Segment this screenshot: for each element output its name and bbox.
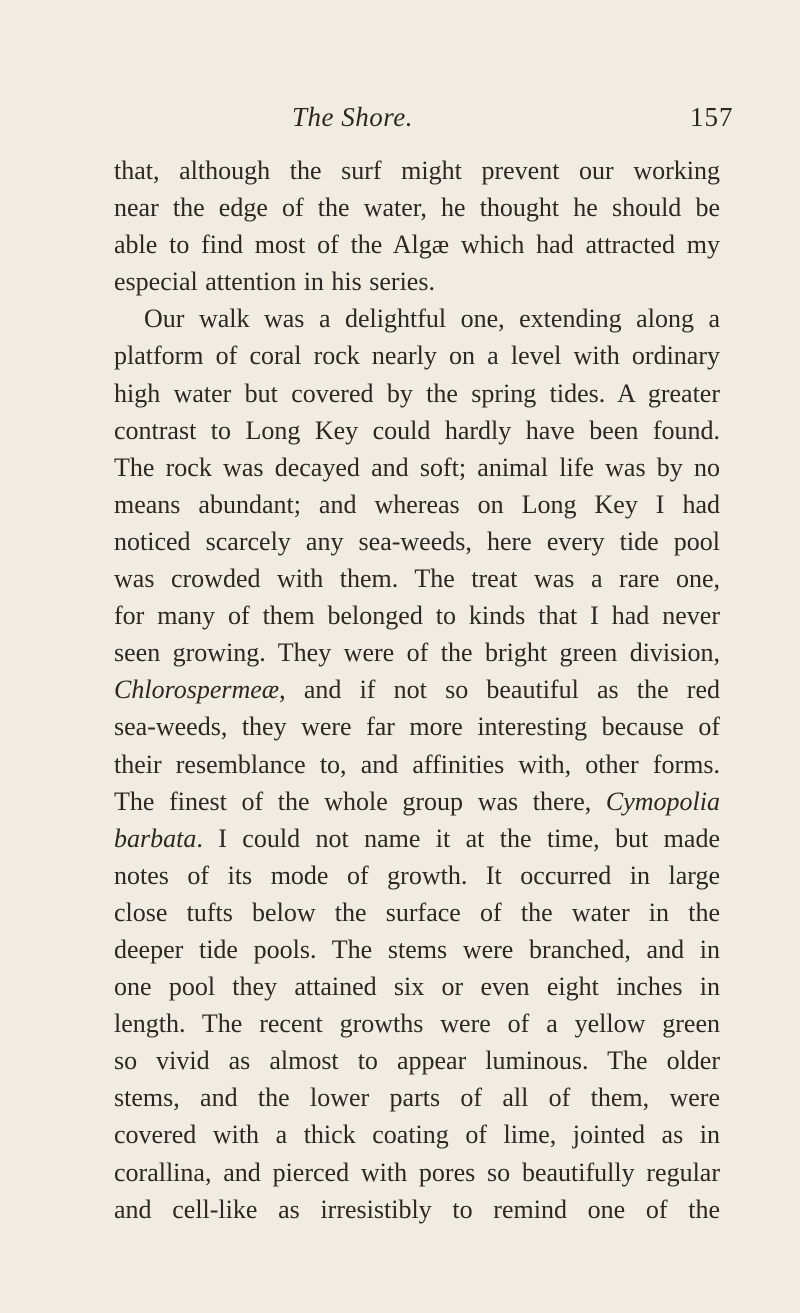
- text-line: one pool they attained six or even eight inches in: [114, 972, 720, 1002]
- text-line: covered with a thick coating of lime, jointed as in: [114, 1120, 720, 1150]
- text-line: stems, and the lower parts of all of them, were: [114, 1083, 720, 1113]
- text-line: near the edge of the water, he thought he should be: [114, 193, 720, 223]
- text-line: means abundant; and whereas on Long Key I had: [114, 489, 720, 519]
- text-line: and cell-like as irresistibly to remind one of the: [114, 1194, 720, 1224]
- text-line: able to find most of the Algæ which had attracted my: [114, 230, 720, 260]
- text-line: for many of them belonged to kinds that I had never: [114, 601, 720, 631]
- running-head: [0, 102, 800, 142]
- text-line: deeper tide pools. The stems were branched, and in: [114, 934, 720, 964]
- text-line: Chlorospermeæ, and if not so beautiful as the red: [114, 675, 720, 705]
- body-text: [114, 152, 720, 1228]
- page-number: 157: [690, 102, 734, 132]
- text-line: so vivid as almost to appear luminous. The older: [114, 1046, 720, 1076]
- text-line: barbata. I could not name it at the time, but made: [114, 823, 720, 853]
- text-line: sea-weeds, they were far more interesting because of: [114, 712, 720, 742]
- text-line: especial attention in his series.: [114, 267, 435, 297]
- text-line: was crowded with them. The treat was a rare one,: [114, 564, 720, 594]
- text-line: high water but covered by the spring tides. A greater: [114, 378, 720, 408]
- text-line: seen growing. They were of the bright green division,: [114, 638, 720, 668]
- text-line: corallina, and pierced with pores so beautifully regular: [114, 1157, 720, 1187]
- text-line: contrast to Long Key could hardly have been found.: [114, 415, 720, 445]
- text-line: noticed scarcely any sea-weeds, here every tide pool: [114, 526, 720, 556]
- text-line: The finest of the whole group was there, Cymopolia: [114, 786, 720, 816]
- text-line: close tufts below the surface of the water in the: [114, 897, 720, 927]
- text-line: notes of its mode of growth. It occurred in large: [114, 860, 720, 890]
- running-title: The Shore.: [292, 102, 413, 132]
- text-line: Our walk was a delightful one, extending along a: [144, 304, 720, 334]
- text-line: platform of coral rock nearly on a level with ordinary: [114, 341, 720, 371]
- text-line: The rock was decayed and soft; animal life was by no: [114, 452, 720, 482]
- text-line: their resemblance to, and affinities with, other forms.: [114, 749, 720, 779]
- text-line: that, although the surf might prevent our working: [114, 156, 720, 185]
- text-line: length. The recent growths were of a yellow green: [114, 1009, 720, 1039]
